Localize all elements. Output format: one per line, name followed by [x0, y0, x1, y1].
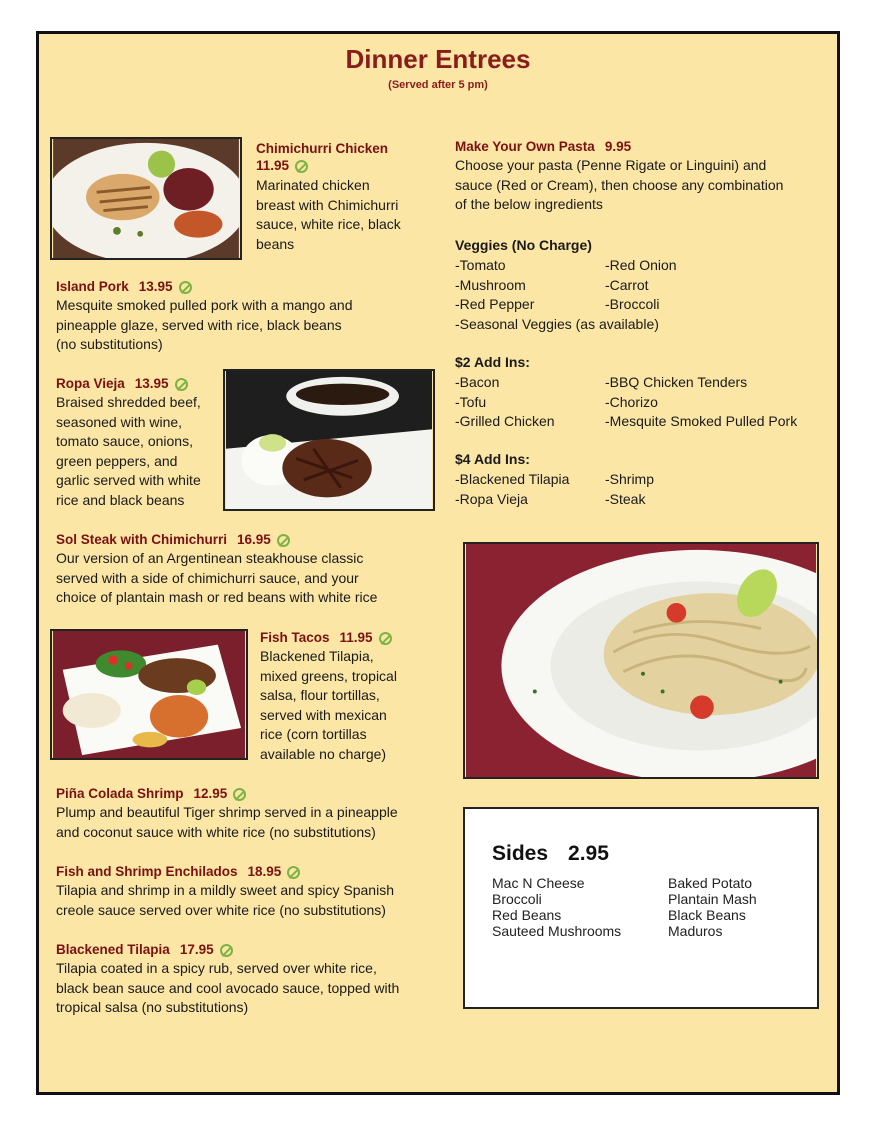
desc-line: Marinated chicken — [256, 177, 370, 193]
desc-line: available no charge) — [260, 745, 387, 762]
item-ropa-vieja — [56, 375, 221, 510]
desc-line: choice of plantain mash or red beans with white rice — [56, 589, 378, 605]
veggies-heading: Veggies (No Charge) — [455, 237, 592, 253]
list-item: -Mesquite Smoked Pulled Pork — [605, 413, 798, 429]
item-price: 18.95 — [247, 864, 282, 879]
item-fish-shrimp-enchilados — [56, 863, 446, 920]
desc-line: served with mexican — [260, 706, 387, 723]
item-price: 13.95 — [138, 279, 173, 294]
desc-line: breast with Chimichurri — [256, 196, 399, 213]
list-item: Broccoli — [492, 891, 542, 907]
pasta-name: Make Your Own Pasta — [455, 139, 595, 154]
item-sol-steak — [56, 531, 426, 608]
desc-line: creole sauce served over white rice (no substitutions) — [56, 901, 386, 918]
sides-left-list — [492, 875, 621, 939]
item-island-pork — [56, 278, 426, 355]
chimichurri-chicken-photo — [50, 137, 242, 260]
desc-line: tropical salsa (no substitutions) — [56, 999, 249, 1015]
desc-line: Blackened Tilapia, — [260, 648, 374, 664]
item-pina-colada-shrimp — [56, 785, 446, 842]
gluten-free-icon — [175, 378, 188, 391]
desc-line: sauce (Red or Cream), then choose any combination — [455, 176, 784, 193]
list-item: -Chorizo — [605, 393, 658, 410]
desc-line: sauce, white rice, black — [256, 216, 401, 232]
item-price: 13.95 — [134, 376, 169, 391]
veggies-extra: -Seasonal Veggies (as available) — [455, 316, 659, 332]
desc-line: tomato sauce, onions, — [56, 433, 193, 449]
sides-heading: Sides — [492, 842, 549, 865]
list-item: Plantain Mash — [668, 891, 757, 907]
desc-line: Our version of an Argentinean steakhouse classic — [56, 550, 364, 566]
list-item: Sauteed Mushrooms — [492, 923, 622, 939]
item-name: Island Pork — [56, 279, 129, 294]
desc-line: served with a side of chimichurri sauce, and your — [56, 569, 359, 586]
page-subtitle: (Served after 5 pm) — [388, 79, 488, 91]
list-item: -Tomato — [455, 257, 506, 273]
gluten-free-icon — [179, 281, 192, 294]
item-price: 12.95 — [193, 786, 228, 801]
gluten-free-icon — [379, 632, 392, 645]
list-item: -Broccoli — [605, 296, 660, 312]
list-item: Baked Potato — [668, 875, 753, 891]
gluten-free-icon — [287, 866, 300, 879]
desc-line: Braised shredded beef, — [56, 394, 201, 410]
list-item: -Grilled Chicken — [455, 413, 555, 429]
item-name: Blackened Tilapia — [56, 942, 170, 957]
list-item: -Blackened Tilapia — [455, 471, 570, 487]
addins4-right-list — [605, 470, 654, 509]
item-name: Sol Steak with Chimichurri — [56, 532, 228, 547]
list-item: Black Beans — [668, 907, 746, 923]
item-name: Fish and Shrimp Enchilados — [56, 864, 238, 879]
list-item: -Bacon — [455, 374, 500, 390]
pasta-photo — [463, 542, 819, 779]
sides-title — [492, 842, 609, 866]
desc-line: beans — [256, 235, 295, 252]
list-item: Red Beans — [492, 907, 562, 923]
gluten-free-icon — [277, 534, 290, 547]
list-item: -BBQ Chicken Tenders — [605, 374, 748, 390]
desc-line: Choose your pasta (Penne Rigate or Linguini) and — [455, 157, 767, 173]
menu-page — [36, 31, 840, 1095]
item-fish-tacos — [260, 629, 440, 764]
list-item: -Shrimp — [605, 471, 655, 487]
list-item: Maduros — [668, 923, 723, 939]
gluten-free-icon — [295, 160, 308, 173]
desc-line: Plump and beautiful Tiger shrimp served in a pineapple — [56, 804, 398, 820]
pasta-section — [455, 138, 825, 215]
desc-line: rice (corn tortillas — [260, 726, 367, 742]
pasta-price: 9.95 — [604, 139, 632, 154]
item-name: Fish Tacos — [260, 630, 330, 645]
gluten-free-icon — [220, 944, 233, 957]
page-title: Dinner Entrees — [345, 44, 531, 74]
desc-line: rice and black beans — [56, 491, 185, 508]
desc-line: mixed greens, tropical — [260, 667, 397, 684]
list-item: -Red Pepper — [455, 296, 535, 312]
fish-tacos-photo — [50, 629, 248, 760]
desc-line: Tilapia coated in a spicy rub, served over white rice, — [56, 960, 377, 976]
addins2-left-list — [455, 373, 555, 432]
list-item: -Steak — [605, 490, 646, 507]
addins4-left-list — [455, 470, 569, 509]
desc-line: seasoned with wine, — [56, 413, 183, 430]
addins2-heading: $2 Add Ins: — [455, 354, 530, 370]
veggies-right-list — [605, 256, 677, 315]
desc-line: salsa, flour tortillas, — [260, 687, 380, 703]
addins2-right-list — [605, 373, 797, 432]
sides-box — [463, 807, 819, 1009]
item-price: 11.95 — [256, 158, 290, 173]
list-item: -Ropa Vieja — [455, 490, 528, 507]
gluten-free-icon — [233, 788, 246, 801]
list-item: -Mushroom — [455, 276, 526, 293]
item-price: 16.95 — [237, 532, 271, 547]
item-price: 11.95 — [339, 630, 373, 645]
ropa-vieja-photo — [223, 369, 435, 511]
addins4-heading: $4 Add Ins: — [455, 451, 530, 467]
desc-line: Tilapia and shrimp in a mildly sweet and spicy Spanish — [56, 882, 394, 898]
desc-line: (no substitutions) — [56, 336, 163, 352]
desc-line: green peppers, and — [56, 452, 178, 469]
item-chimichurri-chicken — [256, 141, 436, 254]
desc-line: garlic served with white — [56, 472, 201, 488]
list-item: -Tofu — [455, 393, 487, 410]
list-item: Mac N Cheese — [492, 875, 585, 891]
veggies-left-list — [455, 256, 534, 315]
item-name: Piña Colada Shrimp — [56, 786, 184, 801]
item-blackened-tilapia — [56, 941, 446, 1018]
desc-line: black bean sauce and cool avocado sauce, topped with — [56, 979, 400, 996]
list-item: -Red Onion — [605, 257, 677, 273]
item-price: 17.95 — [179, 942, 214, 957]
item-name: Chimichurri Chicken — [256, 141, 389, 156]
list-item: -Carrot — [605, 276, 649, 293]
item-name: Ropa Vieja — [56, 376, 125, 391]
desc-line: of the below ingredients — [455, 196, 603, 212]
sides-right-list — [668, 875, 757, 939]
desc-line: pineapple glaze, served with rice, black beans — [56, 316, 342, 333]
desc-line: Mesquite smoked pulled pork with a mango and — [56, 297, 353, 313]
desc-line: and coconut sauce with white rice (no substitutions) — [56, 823, 376, 840]
sides-price: 2.95 — [568, 842, 609, 865]
